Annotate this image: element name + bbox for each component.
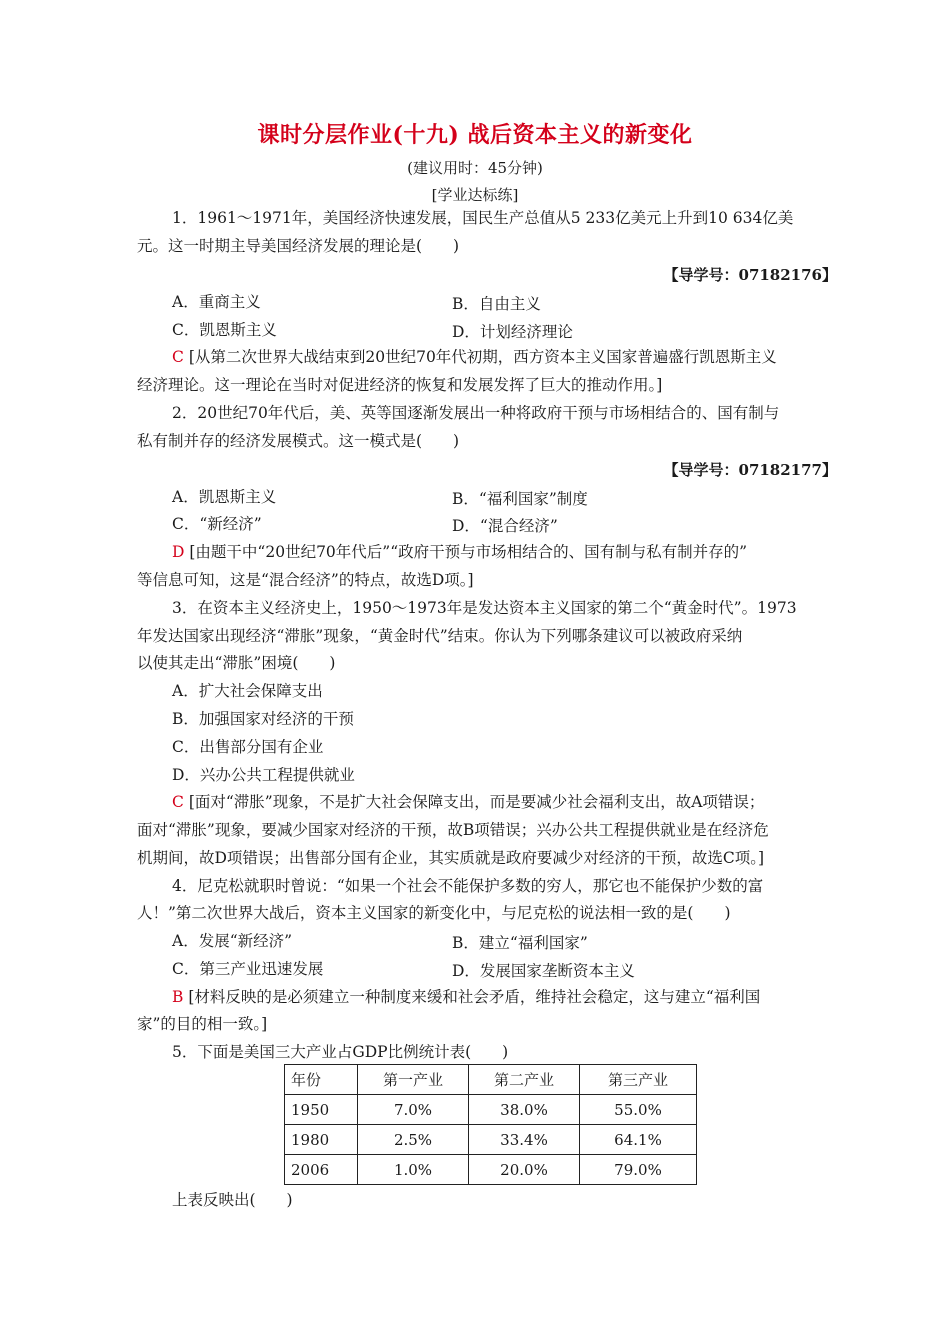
page-title: 课时分层作业(十九) 战后资本主义的新变化 xyxy=(257,122,693,148)
table-cell: 64.1% xyxy=(580,1125,697,1155)
table-cell: 2006 xyxy=(285,1155,358,1185)
table-row xyxy=(285,1125,697,1155)
q5-stem: 5．下面是美国三大产业占GDP比例统计表( ) xyxy=(172,1043,509,1061)
q1-stem-line2: 元。这一时期主导美国经济发展的理论是( ) xyxy=(137,237,460,255)
table-header-cell: 第二产业 xyxy=(469,1065,580,1095)
q4-stem-line2: 人！”第二次世界大战后，资本主义国家的新变化中，与尼克松的说法相一致的是( ) xyxy=(137,904,731,922)
table-header-row xyxy=(285,1065,697,1095)
q3-option-c: C．出售部分国有企业 xyxy=(172,738,324,756)
q4-option-a: A．发展“新经济” xyxy=(172,932,293,950)
q2-answer: D xyxy=(172,543,185,561)
table-cell: 1950 xyxy=(285,1095,358,1125)
q4-answer: B xyxy=(172,988,184,1006)
table-cell: 20.0% xyxy=(469,1155,580,1185)
q1-option-d: D．计划经济理论 xyxy=(452,323,573,341)
q4-explanation-text: [材料反映的是必须建立一种制度来缓和社会矛盾，维持社会稳定，这与建立“福利国 xyxy=(188,988,761,1006)
q3-option-d: D．兴办公共工程提供就业 xyxy=(172,766,355,784)
q1-explanation-line1 xyxy=(172,347,872,367)
q3-explanation-line2: 面对“滞胀”现象，要减少国家对经济的干预，故B项错误；兴办公共工程提供就业是在经济危 xyxy=(137,821,769,839)
q2-explanation-text: [由题干中“20世纪70年代后”“政府干预与市场相结合的、国有制与私有制并存的” xyxy=(189,543,748,561)
q1-guide-number: 【导学号：07182176】 xyxy=(663,266,837,284)
q2-option-c: C．“新经济” xyxy=(172,515,262,533)
table-header-cell: 第一产业 xyxy=(358,1065,469,1095)
q1-explanation-line2: 经济理论。这一理论在当时对促进经济的恢复和发展发挥了巨大的推动作用。] xyxy=(137,376,663,394)
q3-explanation-line1 xyxy=(172,792,872,812)
q1-option-a: A．重商主义 xyxy=(172,293,261,311)
q2-explanation-line2: 等信息可知，这是“混合经济”的特点，故选D项。] xyxy=(137,571,474,589)
q3-explanation-text: [面对“滞胀”现象，不是扩大社会保障支出，而是要减少社会福利支出，故A项错误； xyxy=(188,793,765,811)
table-cell: 2.5% xyxy=(358,1125,469,1155)
table-cell: 55.0% xyxy=(580,1095,697,1125)
q4-option-d: D．发展国家垄断资本主义 xyxy=(452,962,635,980)
table-cell: 7.0% xyxy=(358,1095,469,1125)
table-cell: 1980 xyxy=(285,1125,358,1155)
q5-followup: 上表反映出( ) xyxy=(172,1191,293,1209)
q2-stem-line2: 私有制并存的经济发展模式。这一模式是( ) xyxy=(137,432,460,450)
q4-option-b: B．建立“福利国家” xyxy=(452,934,588,952)
table-cell: 38.0% xyxy=(469,1095,580,1125)
table-header-cell: 年份 xyxy=(285,1065,358,1095)
q1-option-c: C．凯恩斯主义 xyxy=(172,321,277,339)
q1-explanation-text: [从第二次世界大战结束到20世纪70年代初期，西方资本主义国家普遍盛行凯恩斯主义 xyxy=(188,348,777,366)
table-cell: 79.0% xyxy=(580,1155,697,1185)
q3-explanation-line3: 机期间，故D项错误；出售部分国有企业，其实质就是政府要减少对经济的干预，故选C项。] xyxy=(137,849,765,867)
industry-gdp-table xyxy=(284,1064,697,1185)
q4-explanation-line2: 家”的目的相一致。] xyxy=(137,1015,268,1033)
q3-stem-line1: 3．在资本主义经济史上，1950～1973年是发达资本主义国家的第二个“黄金时代”。1973 xyxy=(172,599,797,617)
q3-option-b: B．加强国家对经济的干预 xyxy=(172,710,354,728)
q4-explanation-line1 xyxy=(172,987,872,1007)
table-cell: 1.0% xyxy=(358,1155,469,1185)
q4-option-c: C．第三产业迅速发展 xyxy=(172,960,324,978)
q3-stem-line2: 年发达国家出现经济“滞胀”现象，“黄金时代”结束。你认为下列哪条建议可以被政府采纳 xyxy=(137,627,743,645)
time-suggestion: (建议用时：45分钟) xyxy=(407,159,543,177)
q1-stem-line1: 1．1961～1971年，美国经济快速发展，国民生产总值从5 233亿美元上升到10 634亿美 xyxy=(172,209,794,227)
q2-explanation-line1 xyxy=(172,542,872,562)
q2-option-d: D．“混合经济” xyxy=(452,517,558,535)
q2-option-b: B．“福利国家”制度 xyxy=(452,490,588,508)
table-row xyxy=(285,1095,697,1125)
q3-stem-line3: 以使其走出“滞胀”困境( ) xyxy=(137,654,336,672)
section-heading: [学业达标练] xyxy=(431,186,519,204)
q3-answer: C xyxy=(172,793,184,811)
table-header-cell: 第三产业 xyxy=(580,1065,697,1095)
q3-option-a: A．扩大社会保障支出 xyxy=(172,682,323,700)
q1-answer: C xyxy=(172,348,184,366)
q2-option-a: A．凯恩斯主义 xyxy=(172,488,277,506)
table-cell: 33.4% xyxy=(469,1125,580,1155)
q2-stem-line1: 2．20世纪70年代后，美、英等国逐渐发展出一种将政府干预与市场相结合的、国有制与 xyxy=(172,404,780,422)
q2-guide-number: 【导学号：07182177】 xyxy=(663,461,837,479)
q4-stem-line1: 4．尼克松就职时曾说：“如果一个社会不能保护多数的穷人，那它也不能保护少数的富 xyxy=(172,877,764,895)
q1-option-b: B．自由主义 xyxy=(452,295,541,313)
table-row xyxy=(285,1155,697,1185)
